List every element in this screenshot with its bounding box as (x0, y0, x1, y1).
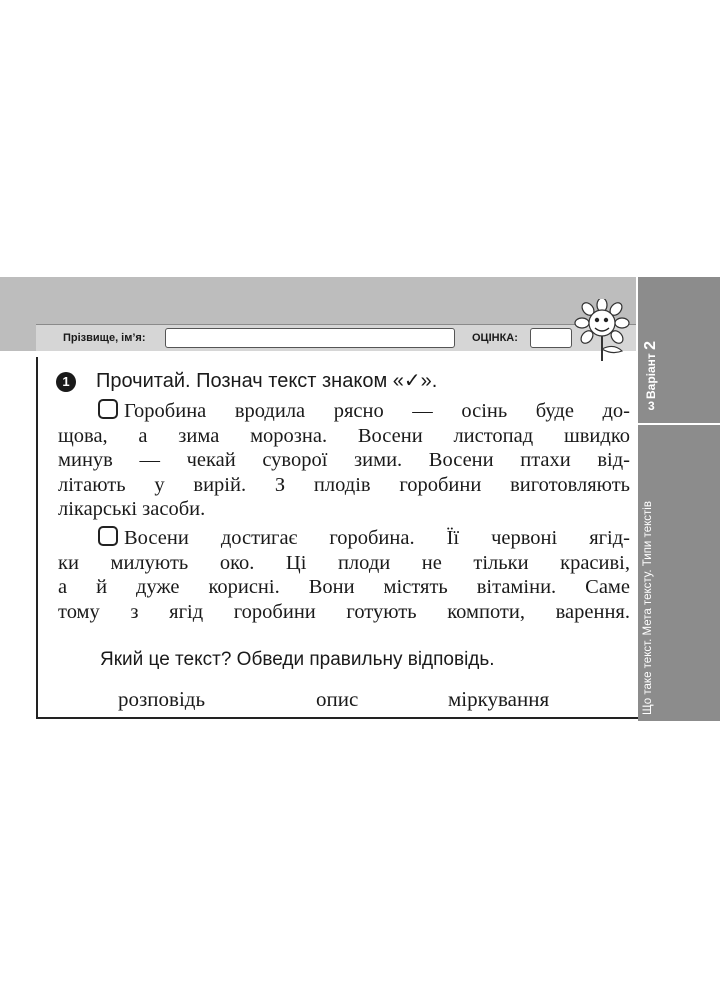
task-title: Прочитай. Познач текст знаком «✓». (96, 370, 438, 392)
text-line: лікарські засоби. (58, 498, 206, 520)
text-2 (58, 526, 630, 624)
sunflower-mascot-icon (572, 299, 636, 365)
answer-option-reasoning[interactable]: міркування (448, 687, 550, 711)
text-2-checkbox[interactable] (98, 526, 118, 546)
text-line: тому з ягід горобини готують компоти, варення. (58, 600, 630, 623)
side-divider (638, 423, 720, 425)
text-line: Восени достигає горобина. Її червоні ягід- (58, 526, 630, 551)
variant-label: Варіант 2 (642, 340, 659, 399)
text-1-checkbox[interactable] (98, 399, 118, 419)
variant-number: 2 (642, 340, 659, 350)
topic-label: Що таке текст. Мета тексту. Типи текстів (642, 501, 654, 715)
task-area (36, 357, 638, 719)
worksheet (0, 277, 720, 721)
text-line: минув — чекай суворої зими. Восени птахи від- (58, 449, 630, 471)
text-line: Горобина вродила рясно — осінь буде до- (58, 399, 630, 424)
name-field[interactable] (165, 328, 455, 348)
task-number-badge: 1 (56, 372, 76, 392)
name-label: Прізвище, ім’я: (63, 332, 146, 344)
question: Який це текст? Обведи правильну відповідь. (100, 649, 495, 670)
grade-label: ОЦІНКА: (472, 332, 518, 344)
answer-option-description[interactable]: опис (316, 687, 359, 711)
side-tab (638, 277, 720, 721)
text-line: щова, а зима морозна. Восени листопад швидко (58, 424, 630, 447)
name-strip (36, 324, 636, 351)
text-1 (58, 399, 630, 522)
page-number: 3 (648, 399, 655, 413)
grade-field[interactable] (530, 328, 572, 348)
text-line: літають у вирій. З плодів горобини виготовляють (58, 473, 630, 496)
text-line: а й дуже корисні. Вони містять вітаміни. Саме (58, 576, 630, 598)
text-line: ки милують око. Ці плоди не тільки красиві, (58, 551, 630, 574)
answer-option-narrative[interactable]: розповідь (118, 687, 206, 711)
